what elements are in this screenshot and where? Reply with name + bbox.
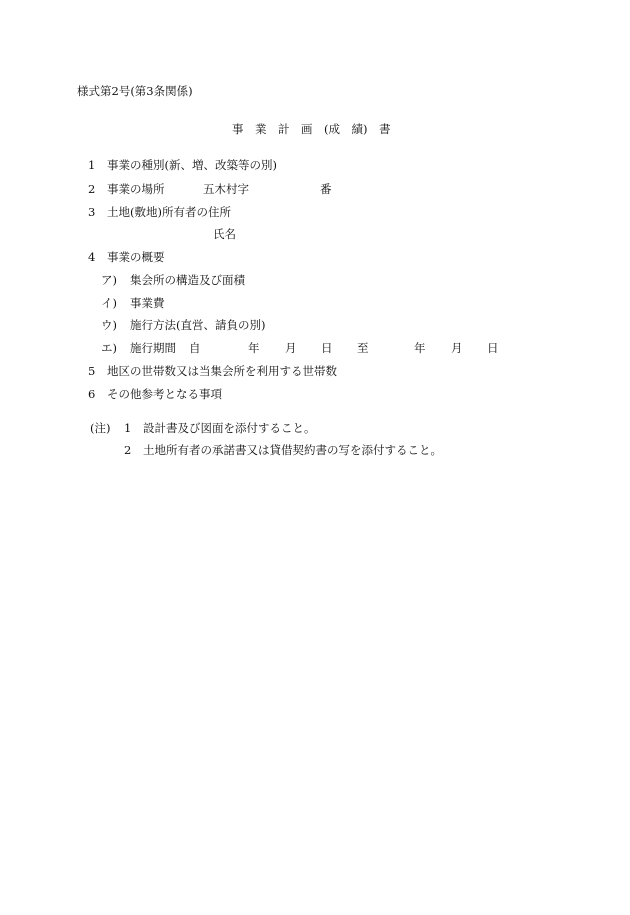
item-4-number: 4 bbox=[88, 250, 96, 264]
document-title: 事 業 計 画 (成 績) 書 bbox=[232, 122, 391, 136]
period-to: 至 bbox=[357, 341, 369, 355]
item-6-label: その他参考となる事項 bbox=[107, 387, 222, 401]
item-6-number: 6 bbox=[88, 387, 96, 401]
item-2-place-prefix: 五木村字 bbox=[203, 182, 249, 196]
item-3-number: 3 bbox=[88, 205, 96, 219]
item-5-label: 地区の世帯数又は当集会所を利用する世帯数 bbox=[107, 364, 337, 378]
item-2-number: 2 bbox=[88, 182, 96, 196]
item-5-number: 5 bbox=[88, 364, 96, 378]
item-4e-label: 施行期間 bbox=[130, 341, 176, 355]
period-month-1: 月 bbox=[285, 341, 297, 355]
note-1-text: 設計書及び図面を添付すること。 bbox=[143, 421, 316, 435]
item-4i-mark: イ) bbox=[101, 296, 117, 310]
item-3-label: 土地(敷地)所有者の住所 bbox=[107, 205, 231, 219]
item-4a-label: 集会所の構造及び面積 bbox=[130, 273, 245, 287]
item-1-label: 事業の種別(新、増、改築等の別) bbox=[107, 158, 277, 172]
item-4a-mark: ア) bbox=[101, 273, 117, 287]
period-from: 自 bbox=[189, 341, 201, 355]
item-1-number: 1 bbox=[88, 158, 96, 172]
item-4u-label: 施行方法(直営、請負の別) bbox=[130, 318, 266, 332]
period-day-2: 日 bbox=[487, 341, 499, 355]
period-day-1: 日 bbox=[321, 341, 333, 355]
item-4u-mark: ウ) bbox=[101, 318, 117, 332]
note-2-text: 土地所有者の承諾書又は貸借契約書の写を添付すること。 bbox=[143, 443, 442, 457]
item-3-name-label: 氏名 bbox=[213, 227, 236, 241]
form-number: 様式第2号(第3条関係) bbox=[77, 84, 193, 98]
item-4-label: 事業の概要 bbox=[107, 250, 165, 264]
item-4e-mark: エ) bbox=[101, 341, 117, 355]
note-2-number: 2 bbox=[124, 443, 132, 457]
period-year-1: 年 bbox=[248, 341, 260, 355]
notes-label: (注) bbox=[90, 421, 111, 435]
period-month-2: 月 bbox=[451, 341, 463, 355]
note-1-number: 1 bbox=[124, 421, 132, 435]
period-year-2: 年 bbox=[414, 341, 426, 355]
item-2-label: 事業の場所 bbox=[107, 182, 165, 196]
item-4i-label: 事業費 bbox=[130, 296, 165, 310]
item-2-lot-suffix: 番 bbox=[320, 182, 332, 196]
